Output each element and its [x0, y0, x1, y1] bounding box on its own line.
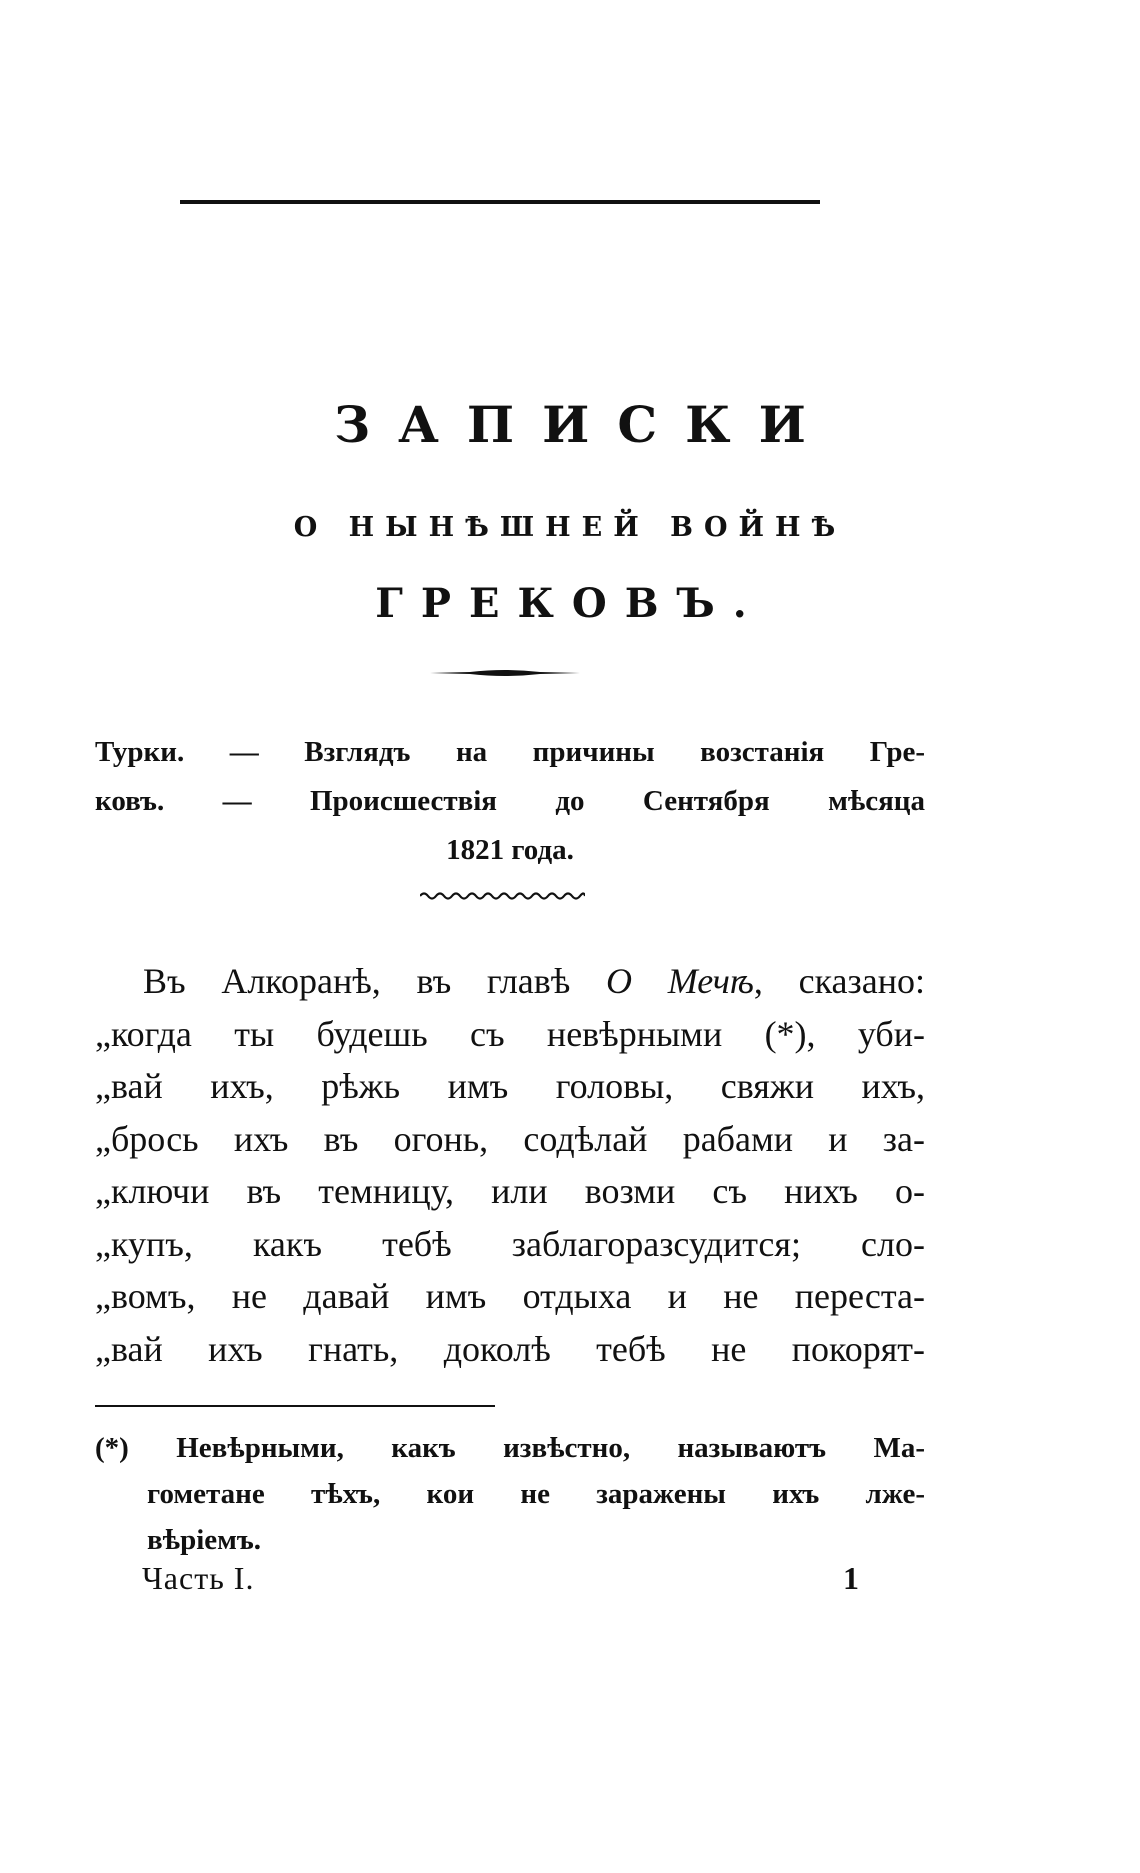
footnote-line: (*) Невѣрными, какъ извѣстно, называютъ Ма- [95, 1432, 925, 1464]
body-line1-after: , сказано: [753, 961, 926, 1001]
footnote-line: вѣріемъ. [147, 1524, 262, 1556]
body-line [95, 955, 925, 1008]
chapter-summary-line: ковъ. — Происшествія до Сентября мѣсяца [95, 785, 925, 817]
body-line: „брось ихъ въ огонь, содѣлай рабами и за- [95, 1118, 925, 1159]
page-number: 1 [843, 1560, 859, 1596]
footnote [95, 1425, 925, 1563]
footnote-line: гометане тѣхъ, кои не заражены ихъ лже- [147, 1478, 925, 1510]
chapter-reference: О Мечѣ [606, 961, 754, 1001]
wavy-rule [420, 890, 585, 902]
body-line: „вай ихъ, рѣжь имъ головы, свяжи ихъ, [95, 1066, 925, 1106]
chapter-summary-line: 1821 года. [446, 834, 574, 866]
footnote-rule [95, 1405, 495, 1407]
body-line: „купъ, какъ тебѣ заблагоразсудится; сло- [95, 1223, 925, 1264]
ornament-rule [430, 666, 580, 680]
page-title: ЗАПИСКИ [334, 395, 834, 454]
body-line: „вай ихъ гнать, доколѣ тебѣ не покорят- [95, 1328, 925, 1369]
subtitle-greeks: ГРЕКОВЪ. [375, 580, 765, 627]
body-line: „вомъ, не давай имъ отдыха и не переста- [95, 1276, 925, 1316]
chapter-summary-line: Турки. — Взглядъ на причины возстанія Гре- [95, 736, 925, 768]
top-rule [180, 200, 820, 204]
body-line1-before: Въ Алкоранѣ, въ главѣ [143, 961, 607, 1001]
body-text [95, 955, 925, 1375]
body-line: „ключи въ темницу, или возми съ нихъ о- [95, 1171, 925, 1211]
chapter-summary [95, 728, 925, 875]
signature-mark: Часть I. [142, 1560, 255, 1596]
body-line: „когда ты будешь съ невѣрными (*), уби- [95, 1013, 925, 1054]
subtitle-current-war: О НЫНѢШНЕЙ ВОЙНѢ [293, 512, 847, 543]
